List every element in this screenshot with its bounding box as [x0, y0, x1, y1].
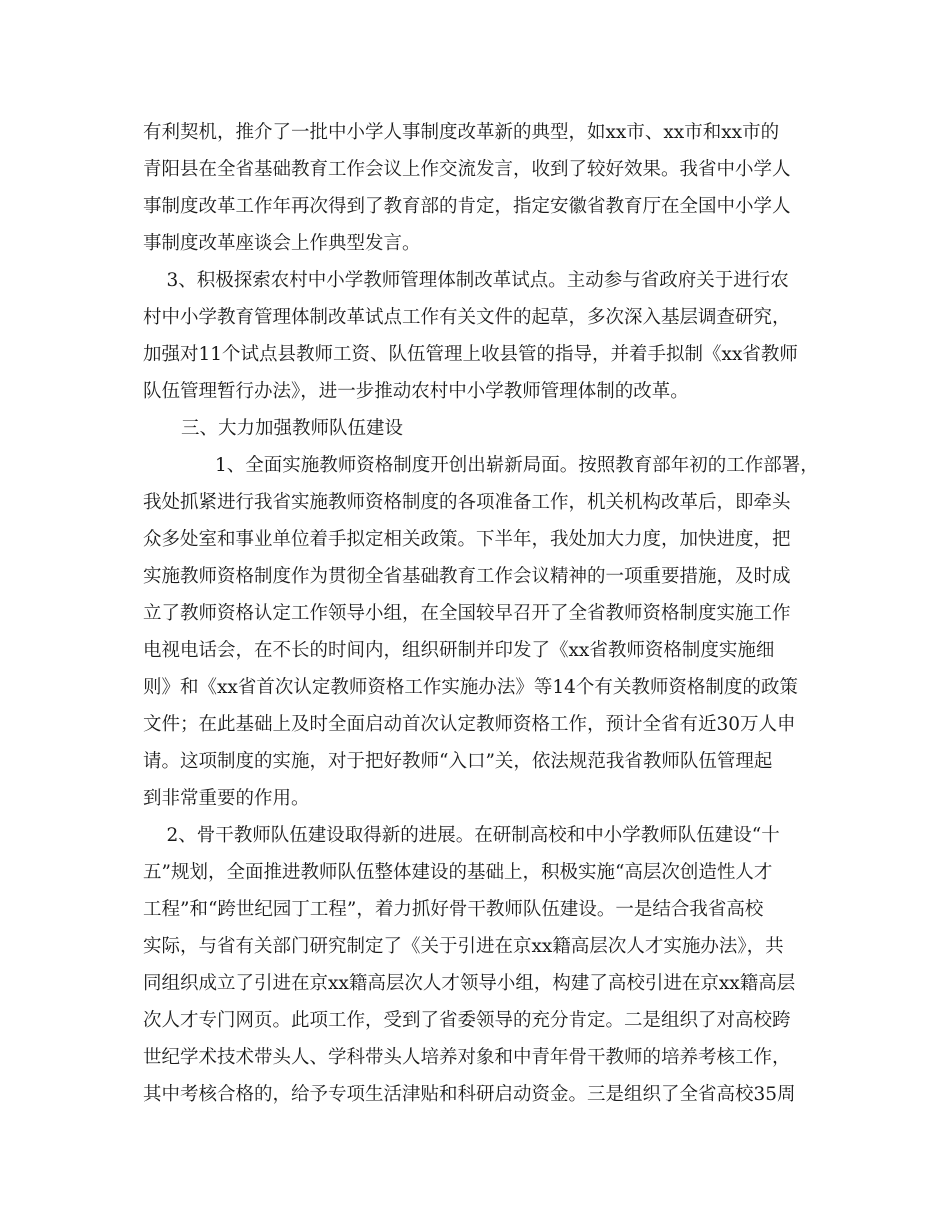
text-line: 3、积极探索农村中小学教师管理体制改革试点。主动参与省政府关于进行农 [143, 270, 789, 291]
text-line: 则》和《xx省首次认定教师资格工作实施办法》等14个有关教师资格制度的政策 [143, 677, 798, 698]
text-line: 立了教师资格认定工作领导小组，在全国较早召开了全省教师资格制度实施工作 [143, 603, 791, 624]
text-line: 众多处室和事业单位着手拟定相关政策。下半年，我处加大力度，加快进度，把 [143, 529, 791, 550]
text-line: 次人才专门网页。此项工作，受到了省委领导的充分肯定。二是组织了对高校跨 [143, 1010, 791, 1031]
text-line: 五”规划，全面推进教师队伍整体建设的基础上，积极实施“高层次创造性人才 [143, 862, 773, 883]
text-line: 加强对11个试点县教师工资、队伍管理上收县管的指导，并着手拟制《xx省教师 [143, 344, 798, 365]
text-line: 事制度改革工作年再次得到了教育部的肯定，指定安徽省教育厅在全国中小学人 [143, 196, 791, 217]
text-line: 同组织成立了引进在京xx籍高层次人才领导小组，构建了高校引进在京xx籍高层 [143, 973, 796, 994]
text-line: 文件；在此基础上及时全面启动首次认定教师资格工作，预计全省有近30万人申 [143, 714, 796, 735]
text-line: 1、全面实施教师资格制度开创出崭新局面。按照教育部年初的工作部署， [215, 455, 819, 476]
text-line: 电视电话会，在不长的时间内，组织研制并印发了《xx省教师资格制度实施细 [143, 640, 775, 661]
text-line: 队伍管理暂行办法》，进一步推动农村中小学教师管理体制的改革。 [143, 381, 689, 402]
text-line: 村中小学教育管理体制改革试点工作有关文件的起草，多次深入基层调查研究， [143, 307, 791, 328]
text-line: 事制度改革座谈会上作典型发言。 [143, 233, 421, 254]
text-line: 有利契机，推介了一批中小学人事制度改革新的典型，如xx市、xx市和xx市的 [143, 122, 780, 143]
text-line: 青阳县在全省基础教育工作会议上作交流发言，收到了较好效果。我省中小学人 [143, 159, 791, 180]
text-line: 我处抓紧进行我省实施教师资格制度的各项准备工作，机关机构改革后，即牵头 [143, 492, 791, 513]
text-line: 到非常重要的作用。 [143, 788, 310, 809]
text-line: 实施教师资格制度作为贯彻全省基础教育工作会议精神的一项重要措施，及时成 [143, 566, 791, 587]
text-line: 请。这项制度的实施，对于把好教师“入口”关，依法规范我省教师队伍管理起 [143, 751, 773, 772]
text-line: 其中考核合格的，给予专项生活津贴和科研启动资金。三是组织了全省高校35周 [143, 1084, 796, 1105]
text-line: 世纪学术技术带头人、学科带头人培养对象和中青年骨干教师的培养考核工作， [143, 1047, 791, 1068]
section-heading: 三、大力加强教师队伍建设 [181, 418, 404, 439]
text-line: 实际，与省有关部门研究制定了《关于引进在京xx籍高层次人才实施办法》，共 [143, 936, 784, 957]
text-line: 2、骨干教师队伍建设取得新的进展。在研制高校和中小学教师队伍建设“十 [143, 825, 780, 846]
text-line: 工程”和“跨世纪园丁工程”，着力抓好骨干教师队伍建设。一是结合我省高校 [143, 899, 764, 920]
